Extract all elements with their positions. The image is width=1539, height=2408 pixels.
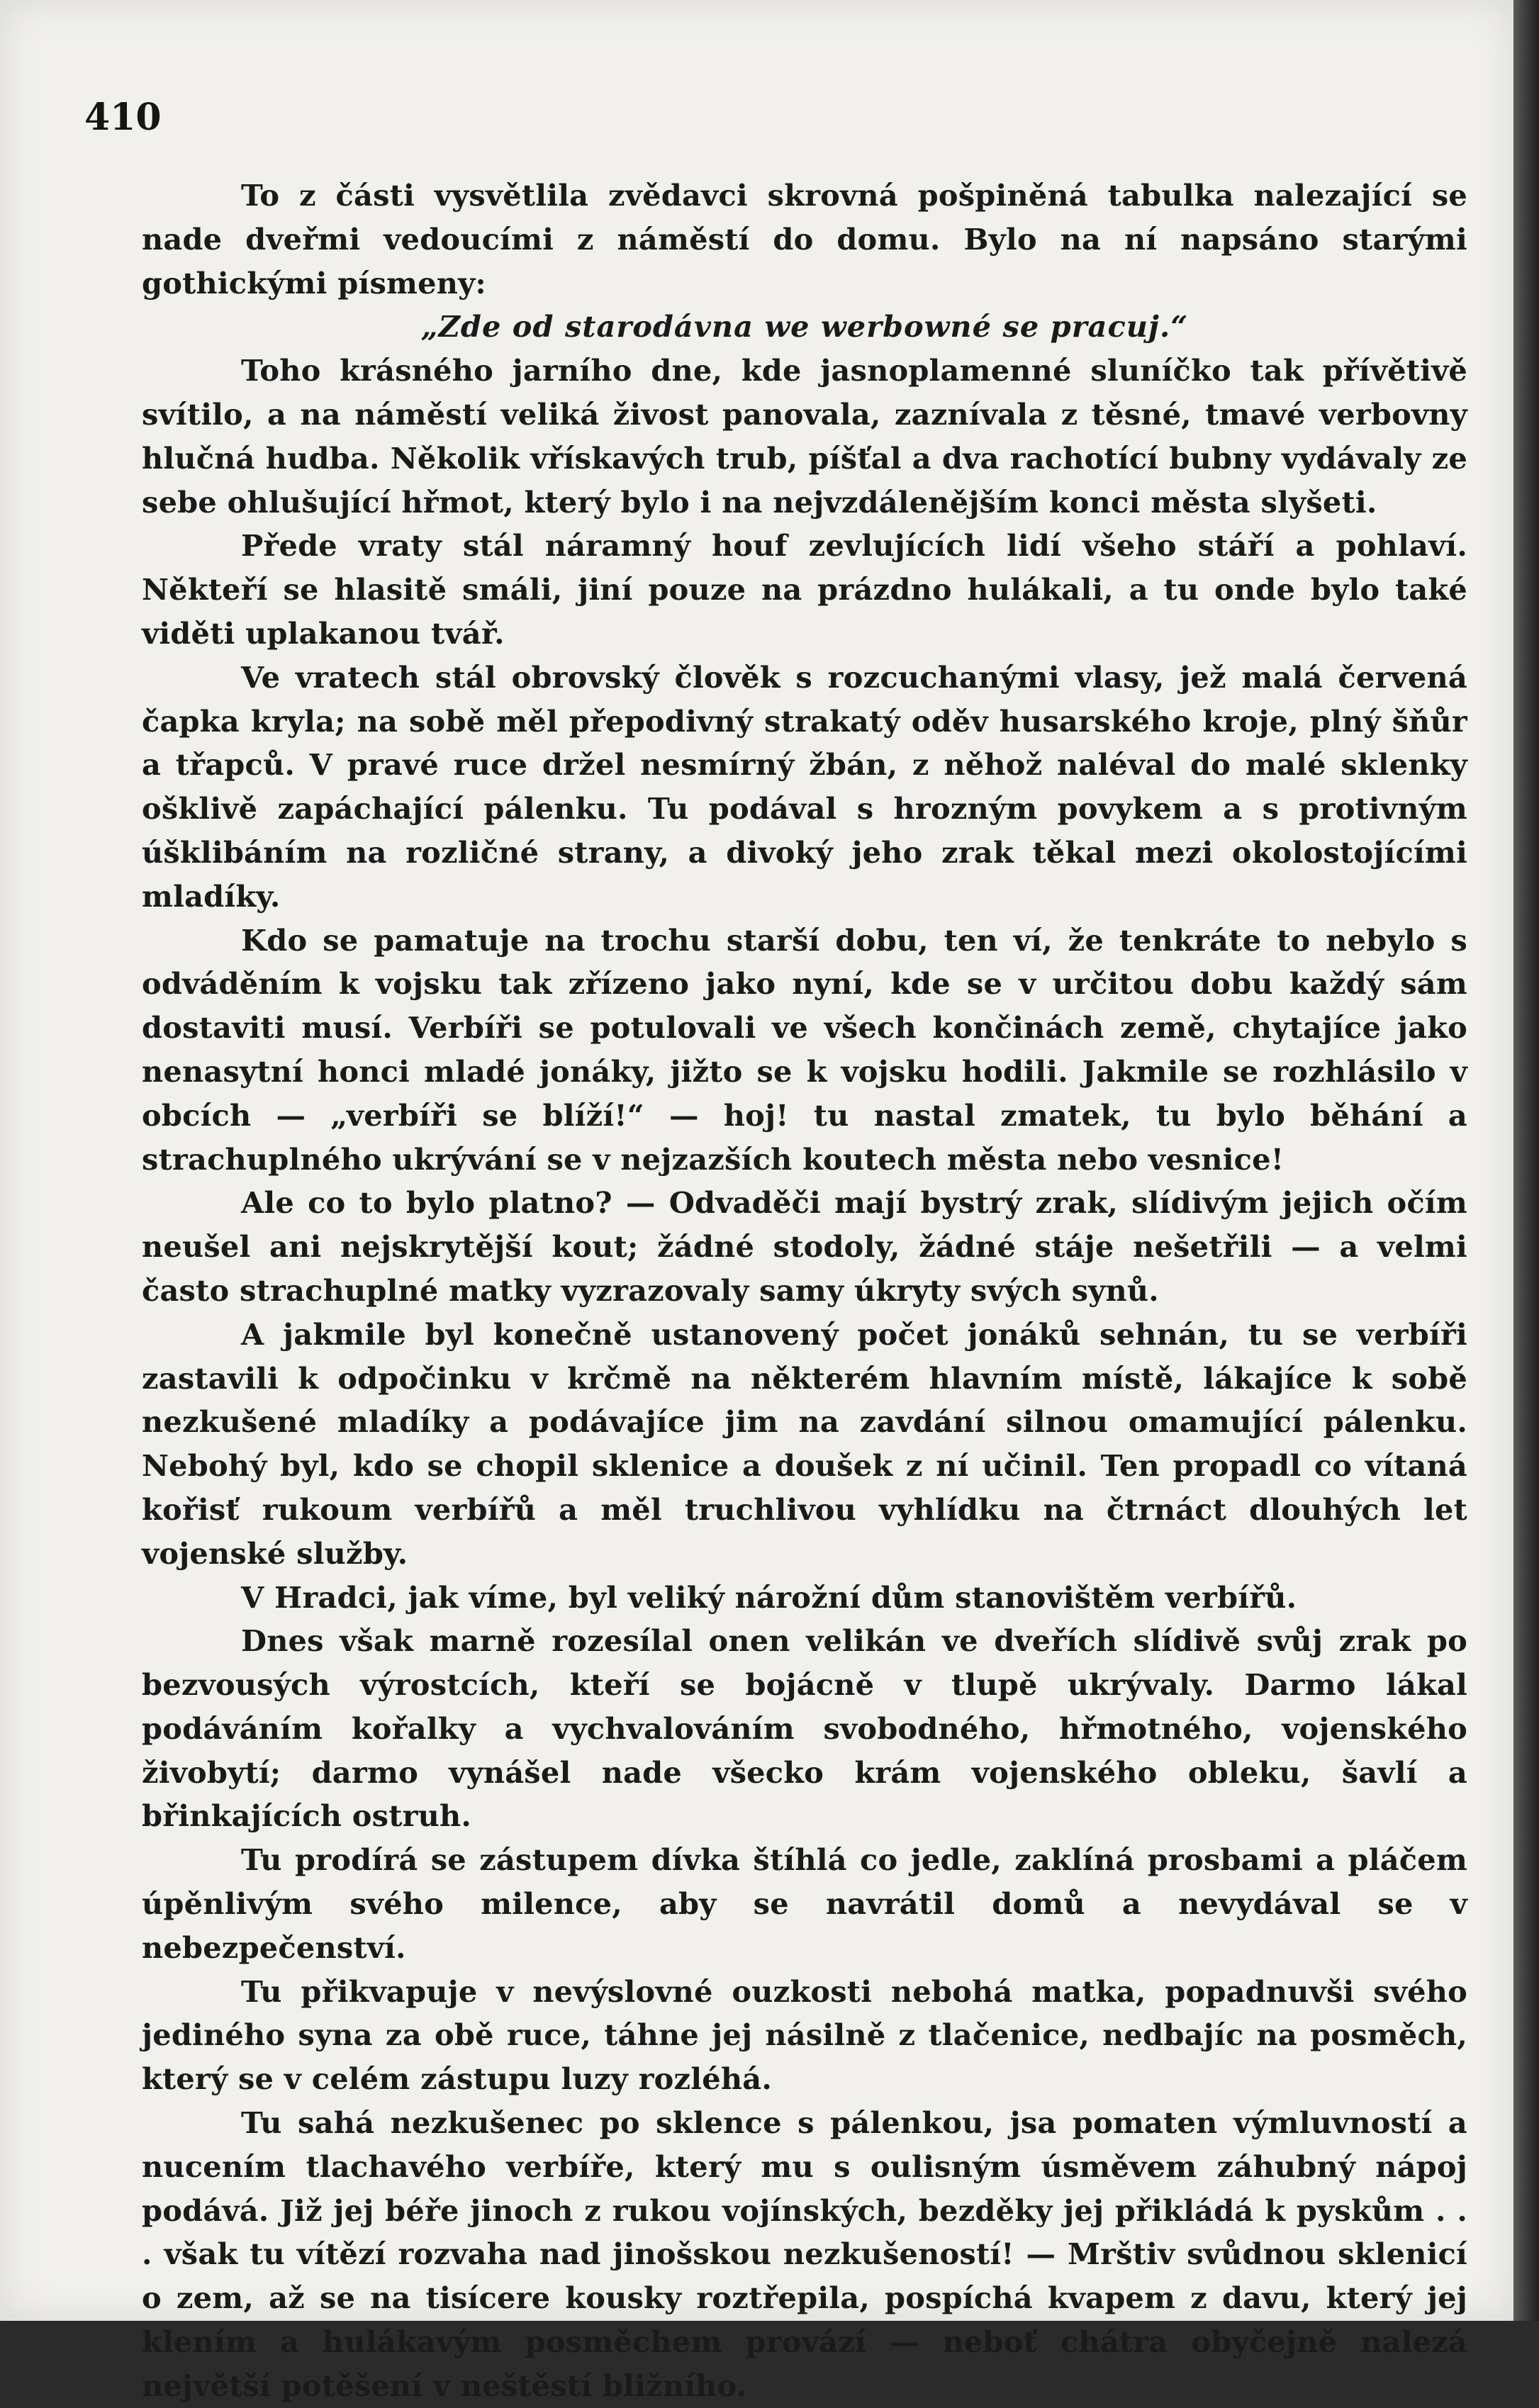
- paragraph: V Hradci, jak víme, byl veliký nárožní dům stanovištěm verbířů.: [241, 1579, 1297, 1615]
- page-number: 410: [84, 96, 162, 139]
- scan-edge-shadow: [1513, 0, 1539, 2321]
- tablet-inscription: „Zde od starodávna we werbowné se pracuj.“: [420, 309, 1189, 345]
- paragraph: To z části vysvětlila zvědavci skrovná pošpiněná tabulka nalezající se nade dveřmi vedoucími z náměstí do domu. Bylo na ní napsáno starými gothickými písmeny:: [142, 178, 1467, 301]
- paragraph: Toho krásného jarního dne, kde jasnoplamenné sluníčko tak přívětivě svítilo, a na náměstí veliká živost panovala, zaznívala z těsné, tmavé verbovny hlučná hudba. Několik vřískavých trub, píšťal a dva rachotící bubny vydávaly ze sebe ohlušující hřmot, který bylo i na nejvzdálenějším konci města slyšeti.: [142, 353, 1467, 520]
- paragraph: A jakmile byl konečně ustanovený počet jonáků sehnán, tu se verbíři zastavili k odpočinku v krčmě na některém hlavním místě, lákajíce k sobě nezkušené mladíky a podávajíce jim na zavdání silnou omamující pálenku. Nebohý byl, kdo se chopil sklenice a doušek z ní učinil. Ten propadl co vítaná kořisť rukoum verbířů a měl truchlivou vyhlídku na čtrnáct dlouhých let vojenské služby.: [142, 1316, 1467, 1571]
- paragraph: Ve vratech stál obrovský člověk s rozcuchanými vlasy, jež malá červená čapka kryla; na sobě měl přepodivný strakatý oděv husarského kroje, plný šňůr a třapců. V pravé ruce držel nesmírný žbán, z něhož naléval do malé sklenky ošklivě zapáchající pálenku. Tu podával s hrozným povykem a s protivným úšklibáním na rozličné strany, a divoký jeho zrak těkal mezi okolostojícími mladíky.: [142, 659, 1467, 914]
- paragraph: Ale co to bylo platno? — Odvaděči mají bystrý zrak, slídivým jejich očím neušel ani nejskrytější kout; žádné stodoly, žádné stáje nešetřili — a velmi často strachuplné matky vyzrazovaly samy úkryty svých synů.: [142, 1185, 1467, 1308]
- paragraph: Kdo se pamatuje na trochu starší dobu, ten ví, že tenkráte to nebylo s odváděním k vojsku tak zřízeno jako nyní, kde se v určitou dobu každý sám dostaviti musí. Verbíři se potulovali ve všech končinách země, chytajíce jako nenasytní honci mladé jonáky, jižto se k vojsku hodili. Jakmile se rozhlásilo v obcích — „verbíři se blíží!“ — hoj! tu nastal zmatek, tu bylo běhání a strachuplného ukrývání se v nejzazších koutech města nebo vesnice!: [142, 922, 1467, 1177]
- paragraph: Tu přikvapuje v nevýslovné ouzkosti nebohá matka, popadnuvši svého jediného syna za obě ruce, táhne jej násilně z tlačenice, nedbajíc na posměch, který se v celém zástupu luzy rozléhá.: [142, 1973, 1467, 2097]
- paragraph: Přede vraty stál náramný houf zevlujících lidí všeho stáří a pohlaví. Někteří se hlasitě smáli, jiní pouze na prázdno hulákali, a tu onde bylo také viděti uplakanou tvář.: [142, 528, 1467, 651]
- body-text: [142, 174, 1467, 2408]
- paragraph: Tu prodírá se zástupem dívka štíhlá co jedle, zaklíná prosbami a pláčem úpěnlivým svého milence, aby se navrátil domů a nevydával se v nebezpečenství.: [142, 1842, 1467, 1965]
- paragraph: Dnes však marně rozesílal onen velikán ve dveřích slídivě svůj zrak po bezvousých výrostcích, kteří se bojácně v tlupě ukrývaly. Darmo lákal podáváním kořalky a vychvalováním svobodného, hřmotného, vojenského živobytí; darmo vynášel nade všecko krám vojenského obleku, šavlí a břinkajících ostruh.: [142, 1623, 1467, 1834]
- paragraph: Tu sahá nezkušenec po sklence s pálenkou, jsa pomaten výmluvností a nucením tlachavého verbíře, který mu s oulisným úsměvem záhubný nápoj podává. Již jej béře jinoch z rukou vojínských, bezděky jej přikládá k pyskům . . . však tu vítězí rozvaha nad jinošskou nezkušeností! — Mrštiv svůdnou sklenicí o zem, až se na tisícere kousky roztřepila, pospíchá kvapem z davu, který jej klením a hulákavým posměchem provází — neboť chátra obyčejně nalezá největší potěšení v neštěstí bližního.: [142, 2105, 1467, 2403]
